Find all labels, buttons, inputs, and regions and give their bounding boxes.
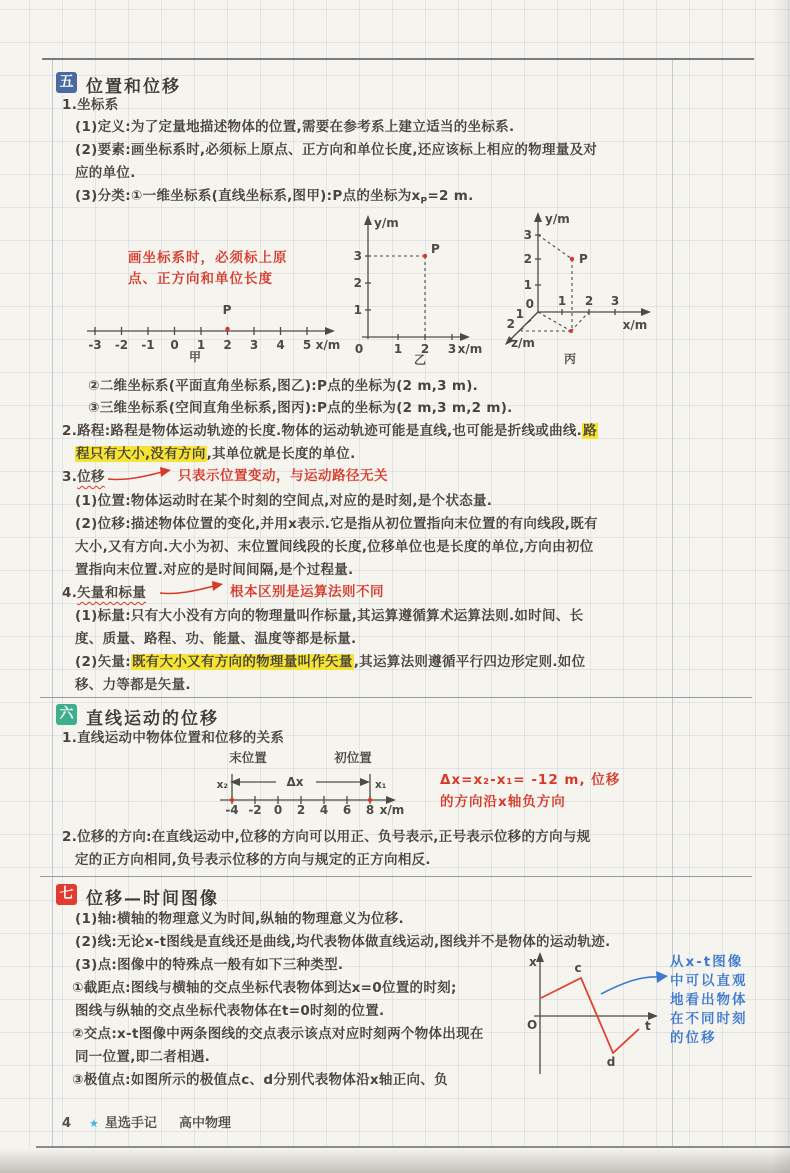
section-divider: [40, 876, 752, 877]
axis-arrowhead: [536, 952, 544, 962]
s5-vector-red-note: 根本区别是运算法则不同: [230, 584, 384, 600]
tick-label: 3: [447, 342, 457, 356]
point-p-label: P: [579, 252, 588, 266]
arrowhead: [212, 581, 223, 591]
underlined-term: 矢量和标量: [77, 585, 147, 601]
end-position-marker: [230, 798, 234, 802]
arrowhead: [360, 778, 370, 786]
highlighted-text: 既有大小又有方向的物理量叫作矢量: [131, 654, 353, 670]
tick-label: 1: [557, 294, 567, 308]
s7-axis-line: (1)轴:横轴的物理意义为时间,纵轴的物理意义为位移.: [75, 911, 404, 927]
diagram-displacement-line: [218, 748, 403, 816]
s7-curve-line: (2)线:无论x-t图线是直线还是曲线,均代表物体做直线运动,图线并不是物体的运动轨迹.: [75, 934, 611, 950]
tick-label: 0: [273, 803, 283, 817]
s5-heading-1: 1.坐标系: [62, 97, 119, 113]
point-c-label: c: [574, 961, 582, 975]
highlighted-text: 程只有大小,没有方向: [76, 446, 206, 462]
page-footer: [62, 1112, 231, 1131]
tick-label: 5: [302, 338, 312, 352]
red-arrow: [158, 580, 226, 596]
section-6-title: 直线运动的位移: [86, 709, 219, 729]
red-annotation-line-1: 画坐标系时，必须标上原: [128, 250, 288, 266]
arrowhead: [656, 971, 668, 983]
s5-lucheng-line-1: [62, 422, 598, 440]
page-number: 4: [62, 1116, 72, 1131]
section-7-badge: 七: [56, 884, 77, 905]
x1-label: x₁: [375, 779, 387, 791]
diagram-caption: 乙: [413, 353, 427, 367]
left-margin-line: [52, 60, 53, 1146]
diagram-bing-3d-axes: [497, 210, 662, 365]
point-p-marker: [225, 327, 229, 331]
s6-direction-line-2: 定的正方向相同,负号表示位移的方向与规定的正方向相反.: [75, 852, 431, 868]
footer-brand: 星选手记: [104, 1116, 157, 1131]
section-6-badge: 六: [56, 704, 77, 725]
footer-subject: 高中物理: [178, 1116, 231, 1131]
s5-2d-line: ②二维坐标系(平面直角坐标系,图乙):P点的坐标为(2 m,3 m).: [88, 378, 479, 394]
section-5-title: 位置和位移: [86, 77, 181, 97]
tick-label: 6: [342, 803, 352, 817]
axis-arrowhead: [325, 327, 335, 335]
s5-vector-line-1: [75, 653, 585, 671]
point-p-projection-marker: [569, 329, 573, 333]
s6-red-note-1: Δx=x₂-x₁= -12 m, 位移: [440, 772, 621, 788]
tick-label: 3: [353, 249, 362, 263]
s5-3d-line: ③三维坐标系(空间直角坐标系,图丙):P点的坐标为(2 m,3 m,2 m).: [88, 400, 513, 416]
blue-note-line: 的位移: [670, 1030, 717, 1046]
start-position-label: 初位置: [334, 750, 372, 765]
page-bottom-edge: [0, 1148, 790, 1173]
text-segment: ,其运算法则遵循平行四边形定则.如位: [353, 654, 586, 670]
s5-class-post: =2 m.: [427, 188, 474, 204]
tick-label: 1: [523, 278, 532, 292]
underlined-term: 位移: [77, 469, 105, 485]
tick-label: 2: [420, 342, 430, 356]
s5-weiyi-heading: [62, 468, 105, 486]
axis-unit-label: x/m: [457, 342, 483, 356]
tick-label: 2: [506, 317, 515, 331]
s7-extreme-line: ③极值点:如图所示的极值点c、d分别代表物体沿x轴正向、负: [72, 1072, 448, 1088]
x2-label: x₂: [216, 779, 228, 791]
tick-label: 2: [584, 294, 594, 308]
text-segment: (2)矢量:: [75, 654, 131, 670]
s5-req-line-1: (2)要素:画坐标系时,必须标上原点、正方向和单位长度,还应该标上相应的物理量及对: [75, 142, 598, 158]
origin-label: 0: [525, 297, 534, 311]
end-position-label: 末位置: [229, 750, 267, 765]
s5-class-sub: P: [420, 196, 428, 207]
tick-label: 4: [319, 803, 329, 817]
s6-direction-line-1: 2.位移的方向:在直线运动中,位移的方向可以用正、负号表示,正号表示位移的方向与规: [62, 829, 591, 845]
s5-class-pre: (3)分类:①一维坐标系(直线坐标系,图甲):P点的坐标为x: [75, 188, 421, 204]
diagram-caption: 甲: [188, 350, 202, 364]
red-annotation-line-2: 点、正方向和单位长度: [128, 271, 273, 287]
red-arrow: [106, 464, 174, 482]
tick-label: 2: [523, 252, 532, 266]
tick-label: 8: [365, 803, 375, 817]
s5-vector-heading: [62, 584, 146, 602]
item-number: 3.: [62, 469, 78, 485]
point-p-marker: [570, 257, 574, 261]
axis-arrowhead: [364, 215, 372, 225]
text-segment: ,其单位就是长度的单位.: [206, 446, 356, 462]
diagram-jia-1d-axis: [85, 298, 340, 362]
blue-arrow: [598, 966, 672, 998]
s5-scalar-line-2: 度、质量、路程、功、能量、温度等都是标量.: [75, 631, 357, 647]
tick-label: 2: [353, 276, 362, 290]
diagram-caption: 丙: [563, 352, 577, 366]
axis-unit-label: x/m: [315, 338, 341, 352]
s5-position-line: (1)位置:物体运动时在某个时刻的空间点,对应的是时刻,是个状态量.: [75, 493, 493, 509]
axis-arrowhead: [641, 308, 651, 316]
tick-label: 1: [196, 338, 206, 352]
highlighted-text: 路: [583, 423, 597, 439]
s6-heading-1: 1.直线运动中物体位置和位移的关系: [62, 730, 285, 746]
tick-label: -2: [114, 338, 129, 352]
axis-unit-label: z/m: [511, 336, 535, 350]
origin-label: 0: [354, 342, 364, 356]
start-position-marker: [368, 798, 372, 802]
section-7-title: 位移—时间图像: [86, 889, 219, 909]
page-right-edge: [772, 0, 790, 1173]
s5-scalar-line-1: (1)标量:只有大小没有方向的物理量叫作标量,其运算遵循算术运算法则.如时间、长: [75, 608, 584, 624]
top-rule: [42, 58, 754, 60]
tick-label: -1: [141, 338, 155, 352]
s5-disp-line-1: (2)位移:描述物体位置的变化,并用x表示.它是指从初位置指向末位置的有向线段,既有: [75, 516, 598, 532]
s7-intersection-line-2: 同一位置,即二者相遇.: [75, 1049, 211, 1065]
tick-label: 4: [276, 338, 285, 352]
s6-red-note-2: 的方向沿x轴负方向: [440, 794, 566, 810]
axis-unit-label: x/m: [379, 803, 405, 817]
s5-def-line: (1)定义:为了定量地描述物体的位置,需要在参考系上建立适当的坐标系.: [75, 119, 515, 135]
point-p-label: P: [431, 242, 440, 256]
s7-points-line: (3)点:图像中的特殊点一般有如下三种类型.: [75, 957, 344, 973]
axis-unit-label: y/m: [545, 212, 570, 226]
origin-label: O: [527, 1018, 538, 1032]
blue-note-line: 在不同时刻: [670, 1011, 748, 1027]
s7-intercept-line-2: 图线与纵轴的交点坐标代表物体在t=0时刻的位置.: [75, 1003, 385, 1019]
delta-x-label: Δx: [286, 775, 304, 789]
s5-vector-line-2: 移、力等都是矢量.: [75, 677, 191, 693]
axis-unit-label: y/m: [374, 216, 399, 230]
item-number: 4.: [62, 585, 78, 601]
axis-arrowhead: [460, 333, 470, 341]
s5-disp-line-2: 大小,又有方向.大小为初、末位置间线段的长度,位移单位也是长度的单位,方向由初位: [75, 539, 594, 555]
section-5-badge: 五: [56, 72, 77, 93]
star-icon: ★: [89, 1117, 99, 1130]
s5-lucheng-line-2: [75, 445, 356, 463]
s5-disp-line-3: 置指向末位置.对应的是时间间隔,是个过程量.: [75, 562, 354, 578]
point-p-marker: [423, 254, 427, 258]
tick-label: 1: [393, 342, 403, 356]
axis-arrowhead: [534, 212, 542, 222]
x-axis-label: x: [529, 955, 537, 969]
tick-label: 2: [296, 803, 306, 817]
tick-label: 1: [353, 303, 362, 317]
blue-note-line: 从x-t图像: [670, 954, 744, 970]
s7-intersection-line-1: ②交点:x-t图像中两条图线的交点表示该点对应时刻两个物体出现在: [72, 1026, 484, 1042]
blue-note-line: 中可以直观: [670, 973, 748, 989]
tick-label: -3: [88, 338, 102, 352]
blue-note-line: 地看出物体: [670, 992, 748, 1008]
t-axis-label: t: [645, 1019, 651, 1033]
tick-label: 0: [170, 338, 179, 352]
tick-label: 2: [223, 338, 232, 352]
text-segment: 2.路程:路程是物体运动轨迹的长度.物体的运动轨迹可能是直线,也可能是折线或曲线.: [62, 423, 583, 439]
diagram-yi-2d-axes: [350, 213, 483, 367]
s7-intercept-line-1: ①截距点:图线与横轴的交点坐标代表物体到达x=0位置的时刻;: [72, 980, 457, 996]
tick-label: 1: [515, 307, 524, 321]
tick-label: -4: [225, 803, 239, 817]
s5-class-line: [75, 187, 474, 211]
arrowhead: [160, 467, 171, 477]
section-divider: [40, 697, 752, 698]
tick-label: 3: [249, 338, 259, 352]
tick-label: -2: [248, 803, 262, 817]
axis-unit-label: x/m: [622, 318, 648, 332]
tick-label: 3: [610, 294, 620, 308]
point-p-label: P: [222, 303, 232, 317]
point-d-label: d: [606, 1055, 616, 1069]
s5-req-line-2: 应的单位.: [75, 165, 136, 181]
tick-label: 3: [523, 228, 532, 242]
s5-weiyi-red-note: 只表示位置变动，与运动路径无关: [178, 468, 388, 484]
